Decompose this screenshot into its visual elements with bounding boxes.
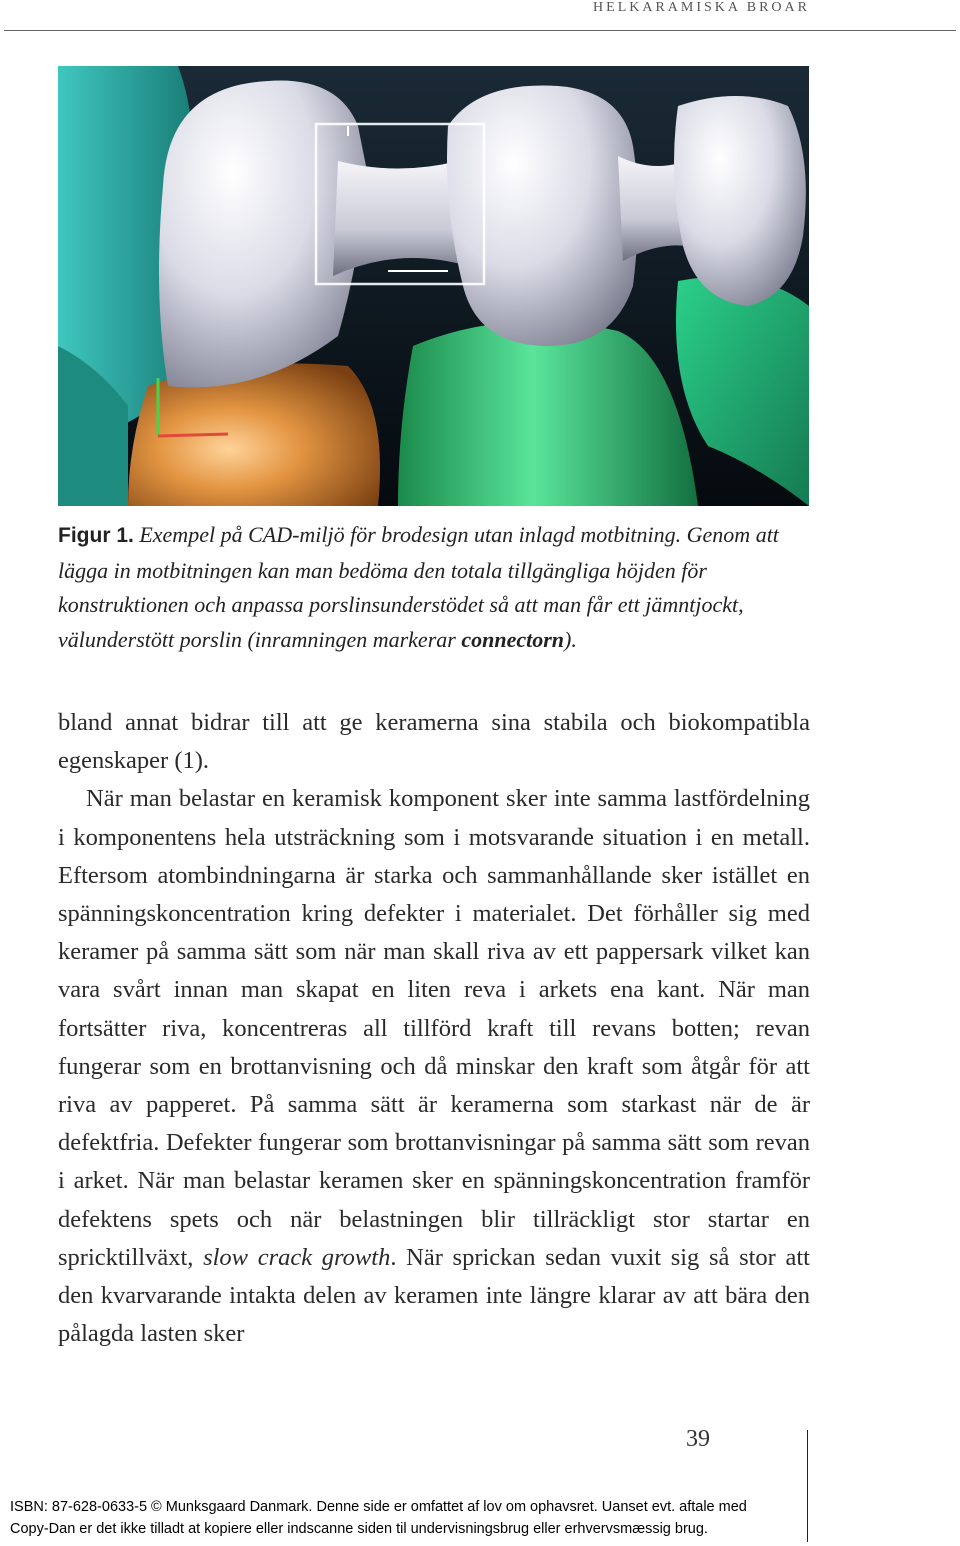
caption-emphasis: connectorn [461, 626, 565, 652]
paragraph-2-text-a: När man belastar en keramisk komponent sker inte samma lastfördelning i komponentens hela utsträckning som i motsvarande situation i en metall. Eftersom atombindningarna är starka och sammanhållande sker istället en spänningskoncentration kring defekter i materialet. Det förhåller sig med keramer på samma sätt som när man skall riva av ett pappersark vilket kan vara svårt innan man skapat en liten reva i arkets ena kant. När man fortsätter riva, koncentreras all tillförd kraft till revans botten; revan fungerar som en brottanvisning och då minskar den kraft som åtgår för att riva av papperet. På samma sätt är keramerna som starkast när de är defektfria. Defekter fungerar som brottanvisningar på samma sätt som revan i arket. När man belastar keramen sker en spänningskoncentration framför defektens spets och när belastningen blir tillräckligt stor startar en spricktillväxt, [58, 785, 810, 1271]
running-head: HELKARAMISKA BROAR [593, 0, 810, 15]
header-rule [4, 30, 956, 31]
paragraph-2-text-b: . När sprickan sedan vuxit sig så stor att den kvarvarande intakta delen av keramen inte längre klarar av att bära den pålagda lasten sker [58, 1243, 810, 1348]
copyright-footer [10, 1496, 747, 1540]
figure-label: Figur 1. [58, 524, 134, 547]
footer-line-2: Copy-Dan er det ikke tilladt at kopiere eller indscanne siden til undervisningsbrug eller erhvervsmæssig brug. [10, 1521, 708, 1537]
caption-text: Exempel på CAD-miljö för brodesign utan inlagd motbitning. Genom att lägga in motbitningen kan man bedöma den totala tillgängliga höjden för konstruktionen och anpassa porslinsunderstödet så att man får ett jämntjockt, välunderstött porslin (inramningen markerar [58, 522, 779, 652]
paragraph-1: bland annat bidrar till att ge keramerna sina stabila och biokompatibla egenskaper (1). [58, 709, 810, 775]
footer-line-1: ISBN: 87-628-0633-5 © Munksgaard Danmark. Denne side er omfattet af lov om ophavsret. Uanset evt. aftale med [10, 1499, 747, 1515]
paragraph-2 [58, 780, 810, 1353]
margin-rule [807, 1430, 808, 1542]
cad-bridge-illustration [58, 66, 809, 506]
caption-end: ). [564, 626, 577, 652]
page-number: 39 [686, 1426, 710, 1452]
paragraph-2-italic-term: slow crack growth [203, 1243, 391, 1271]
figure-caption [58, 518, 810, 657]
cad-figure-image [58, 66, 809, 506]
body-text [58, 704, 810, 1353]
